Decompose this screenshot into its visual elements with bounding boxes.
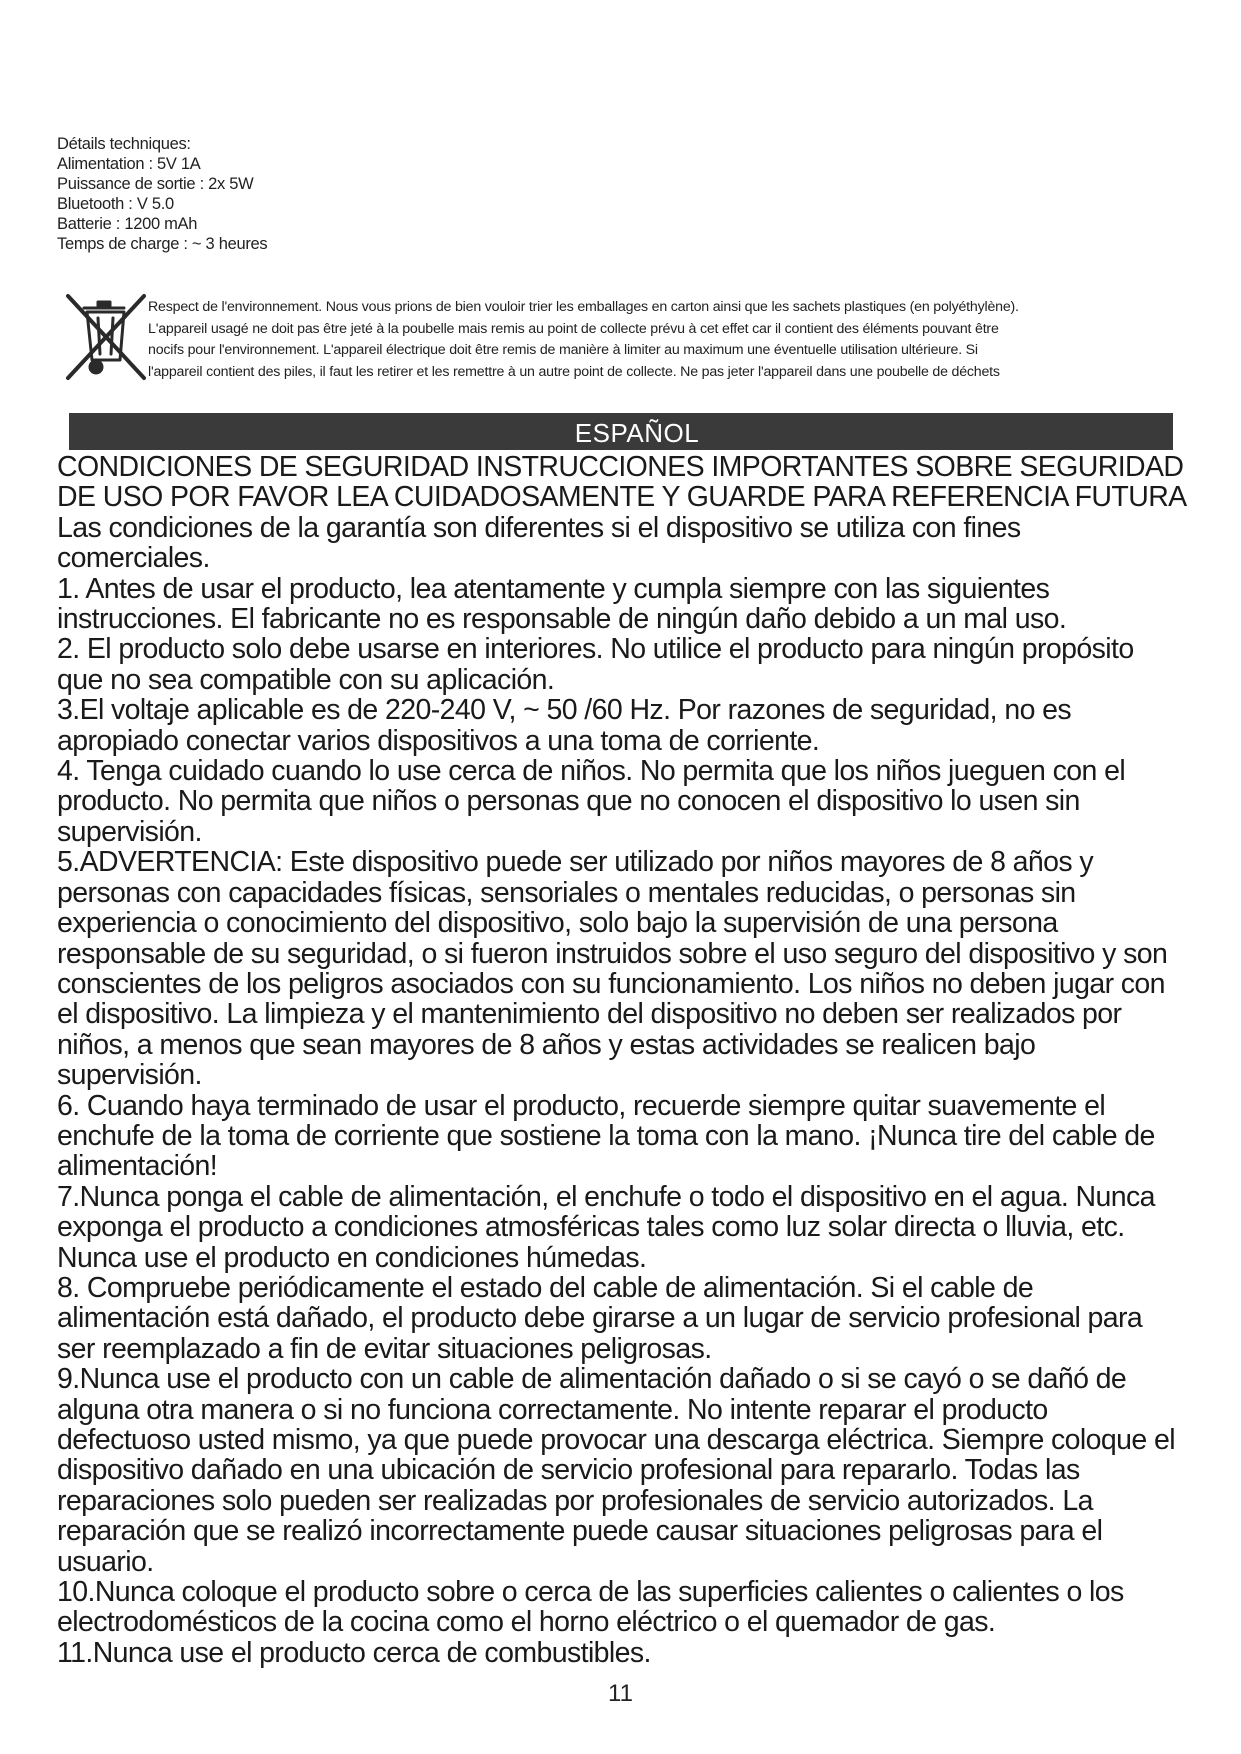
environment-text [148,297,1188,383]
technical-details [57,134,657,254]
text-line: apropiado conectar varios dispositivos a una toma de corriente. [57,724,820,757]
language-header-bar [69,413,1173,450]
tech-power-supply: Alimentation : 5V 1A [57,155,201,173]
text-line: 1. Antes de usar el producto, lea atentamente y cumpla siempre con las siguientes [57,572,1050,605]
text-line: enchufe de la toma de corriente que sostiene la toma con la mano. ¡Nunca tire del cable de [57,1119,1155,1152]
text-line: 4. Tenga cuidado cuando lo use cerca de niños. No permita que los niños jueguen con el [57,755,1126,788]
text-line: 10.Nunca coloque el producto sobre o cerca de las superficies calientes o calientes o los [57,1576,1124,1609]
text-line: exponga el producto a condiciones atmosféricas tales como luz solar directa o lluvia, etc. [57,1211,1125,1244]
environment-line: l'appareil contient des piles, il faut les retirer et les remettre à un autre point de collecte. Ne pas jeter l'appareil dans une poubelle de déchets [148,363,1000,380]
language-title: ESPAÑOL [574,418,700,448]
text-line: alguna otra manera o si no funciona correctamente. No intente reparar el producto [57,1393,1048,1426]
text-line: instrucciones. El fabricante no es responsable de ningún daño debido a un mal uso. [57,603,1067,636]
text-line: dispositivo dañado en una ubicación de servicio profesional para repararlo. Todas las [57,1454,1080,1487]
text-line: personas con capacidades físicas, sensoriales o mentales reducidas, o personas sin [57,876,1076,909]
tech-heading: Détails techniques: [57,135,191,153]
text-line: 3.El voltaje aplicable es de 220-240 V, ~ 50 /60 Hz. Por razones de seguridad, no es [57,694,1072,727]
environment-line: Respect de l'environnement. Nous vous prions de bien vouloir trier les emballages en carton ainsi que les sachets plastiques (en polyéthylène). [148,299,1019,315]
spanish-safety-text [57,452,1197,1668]
text-line: 7.Nunca ponga el cable de alimentación, el enchufe o todo el dispositivo en el agua. Nunca [57,1180,1155,1213]
environment-line: nocifs pour l'environnement. L'appareil électrique doit être remis de manière à limiter au maximum une éventuelle utilisation ultérieure. Si [148,342,978,358]
text-line: supervisión. [57,1059,202,1092]
text-line: electrodomésticos de la cocina como el horno eléctrico o el quemador de gas. [57,1606,996,1639]
text-line: producto. No permita que niños o personas que no conocen el dispositivo lo usen sin [57,785,1080,818]
text-line: defectuoso usted mismo, ya que puede provocar una descarga eléctrica. Siempre coloque el [57,1424,1175,1456]
text-line: 11.Nunca use el producto cerca de combustibles. [57,1636,651,1669]
text-line: usuario. [57,1545,154,1578]
text-line: alimentación! [57,1150,218,1183]
text-line: 6. Cuando haya terminado de usar el producto, recuerde siempre quitar suavemente el [57,1089,1106,1122]
text-line: 9.Nunca use el producto con un cable de alimentación dañado o si se cayó o se dañó de [57,1363,1127,1396]
text-line: 8. Compruebe periódicamente el estado del cable de alimentación. Si el cable de [57,1271,1034,1304]
environment-line: L'appareil usagé ne doit pas être jeté à la poubelle mais remis au point de collecte prévu à cet effet car il contient des éléments pouvant être [148,320,999,337]
text-line: alimentación está dañado, el producto debe girarse a un lugar de servicio profesional para [57,1302,1143,1335]
tech-battery: Batterie : 1200 mAh [57,215,198,233]
text-line: Nunca use el producto en condiciones húmedas. [57,1241,647,1274]
tech-bluetooth: Bluetooth : V 5.0 [57,195,174,213]
safety-title-line: CONDICIONES DE SEGURIDAD INSTRUCCIONES IMPORTANTES SOBRE SEGURIDAD [57,451,1184,483]
text-line: 5.ADVERTENCIA: Este dispositivo puede ser utilizado por niños mayores de 8 años y [57,846,1094,879]
text-line: Las condiciones de la garantía son diferentes si el dispositivo se utiliza con fines [57,511,1021,544]
text-line: el dispositivo. La limpieza y el mantenimiento del dispositivo no deben ser realizados por [57,998,1122,1031]
tech-output-power: Puissance de sortie : 2x 5W [57,175,254,193]
crossed-out-wheelie-bin-icon [62,292,150,382]
text-line: 2. El producto solo debe usarse en interiores. No utilice el producto para ningún propósito [57,633,1134,666]
text-line: comerciales. [57,542,210,575]
text-line: que no sea compatible con su aplicación. [57,663,555,696]
text-line: niños, a menos que sean mayores de 8 años y estas actividades se realicen bajo [57,1028,1036,1061]
text-line: conscientes de los peligros asociados con su funcionamiento. Los niños no deben jugar con [57,967,1165,1000]
text-line: supervisión. [57,815,202,848]
text-line: ser reemplazado a fin de evitar situaciones peligrosas. [57,1332,712,1365]
page-number: 11 [608,1680,633,1707]
safety-title-line: DE USO POR FAVOR LEA CUIDADOSAMENTE Y GUARDE PARA REFERENCIA FUTURA [57,481,1187,514]
tech-charge-time: Temps de charge : ~ 3 heures [57,235,268,253]
environment-notice [62,288,1182,388]
text-line: reparación que se realizó incorrectamente puede causar situaciones peligrosas para el [57,1515,1103,1548]
text-line: responsable de su seguridad, o si fueron instruidos sobre el uso seguro del dispositivo y son [57,937,1168,970]
text-line: experiencia o conocimiento del dispositivo, solo bajo la supervisión de una persona [57,907,1058,940]
text-line: reparaciones solo pueden ser realizadas por profesionales de servicio autorizados. La [57,1484,1093,1517]
